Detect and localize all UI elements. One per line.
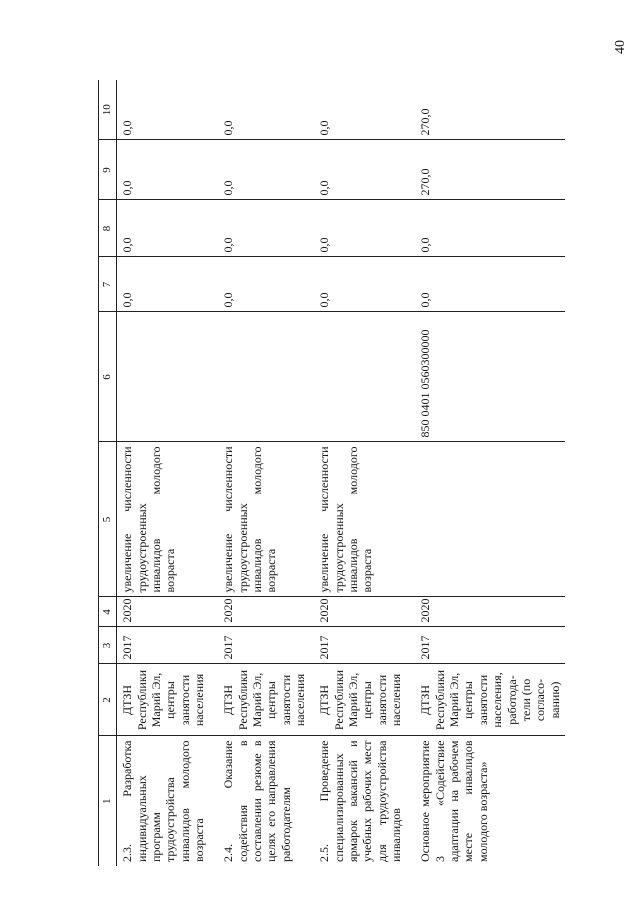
rotated-page-content xyxy=(98,80,562,866)
page-number: 40 xyxy=(613,40,628,54)
expected-result-cell: увеличение численности трудоустроенных инвалидов молодого возраста xyxy=(218,442,314,597)
start-year-cell: 2017 xyxy=(218,627,314,664)
value-cell: 0,0 xyxy=(117,200,219,257)
value-cell: 270,0 xyxy=(415,80,565,140)
expected-result-cell: увеличение численности трудоустроенных инвалидов молодого возраста xyxy=(314,442,415,597)
value-cell: 0,0 xyxy=(415,200,565,257)
header-cell: 7 xyxy=(99,257,117,312)
table-row xyxy=(314,80,415,866)
header-cell: 6 xyxy=(99,312,117,442)
header-cell: 2 xyxy=(99,664,117,736)
header-cell: 3 xyxy=(99,627,117,664)
table-row xyxy=(218,80,314,866)
expected-result-cell xyxy=(415,442,565,597)
end-year-cell: 2020 xyxy=(117,597,219,627)
header-cell: 10 xyxy=(99,80,117,140)
value-cell: 0,0 xyxy=(117,80,219,140)
budget-code-cell xyxy=(314,312,415,442)
end-year-cell: 2020 xyxy=(218,597,314,627)
header-cell: 5 xyxy=(99,442,117,597)
executor-cell: ДТЗН Республики Марий Эл, центры занятости населения xyxy=(218,664,314,736)
value-cell: 0,0 xyxy=(218,200,314,257)
value-cell: 270,0 xyxy=(415,140,565,200)
header-cell: 8 xyxy=(99,200,117,257)
measure-name-cell: Основное мероприятие 3 «Содействие адаптации на рабочем месте инвалидов молодого возраста» xyxy=(418,740,490,862)
start-year-cell: 2017 xyxy=(117,627,219,664)
start-year-cell: 2017 xyxy=(314,627,415,664)
measure-name-cell: 2.5. Проведение специализированных ярмарок вакансий и учебных рабочих мест для трудоустройства инвалидов xyxy=(317,740,404,862)
value-cell: 0,0 xyxy=(218,80,314,140)
value-cell: 0,0 xyxy=(218,257,314,312)
header-cell: 1 xyxy=(99,736,117,866)
measure-name-cell: 2.3. Разработка индивидуальных программ трудоустройства инвалидов молодого возраста xyxy=(120,740,207,862)
value-cell: 0,0 xyxy=(415,257,565,312)
value-cell: 0,0 xyxy=(218,140,314,200)
value-cell: 0,0 xyxy=(314,80,415,140)
value-cell: 0,0 xyxy=(117,140,219,200)
value-cell: 0,0 xyxy=(314,200,415,257)
measure-name-cell: 2.4. Оказание содействия в составлении резюме в целях его направления работодателям xyxy=(221,740,293,862)
table-row xyxy=(415,80,565,866)
measures-table xyxy=(98,80,565,866)
budget-code-cell xyxy=(218,312,314,442)
value-cell: 0,0 xyxy=(117,257,219,312)
budget-code-cell xyxy=(117,312,219,442)
header-cell: 4 xyxy=(99,597,117,627)
value-cell: 0,0 xyxy=(314,257,415,312)
executor-cell: ДТЗН Республики Марий Эл, центры занятости населения xyxy=(117,664,219,736)
header-row xyxy=(99,80,117,866)
table-row xyxy=(117,80,219,866)
start-year-cell: 2017 xyxy=(415,627,565,664)
value-cell: 0,0 xyxy=(314,140,415,200)
executor-cell: ДТЗН Республики Марий Эл, центры занятости населения xyxy=(314,664,415,736)
executor-cell: ДТЗН Республики Марий Эл, центры занятости населения, работода-тели (по согласо-ванию) xyxy=(415,664,565,736)
expected-result-cell: увеличение численности трудоустроенных инвалидов молодого возраста xyxy=(117,442,219,597)
header-cell: 9 xyxy=(99,140,117,200)
end-year-cell: 2020 xyxy=(314,597,415,627)
budget-code-cell: 850 0401 0560300000 xyxy=(415,312,565,442)
end-year-cell: 2020 xyxy=(415,597,565,627)
